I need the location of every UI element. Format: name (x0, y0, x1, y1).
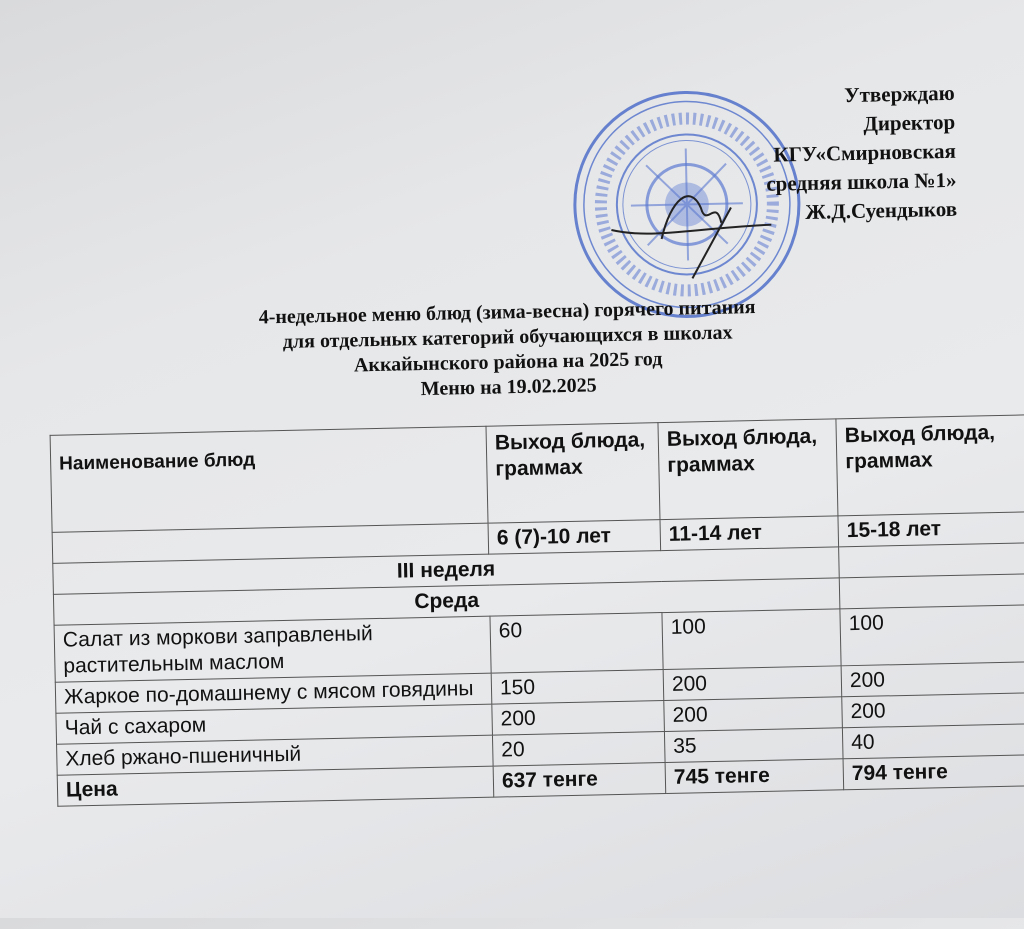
dish-name: Салат из моркови заправленый растительным маслом (54, 616, 491, 682)
dish-name: Жаркое по-домашнему с мясом говядины (55, 673, 492, 713)
price-value: 794 тенге (843, 755, 1024, 790)
menu-table (50, 414, 1024, 806)
portion-value: 40 (842, 724, 1024, 759)
menu-date: Меню на 19.02.2025 (420, 374, 597, 401)
portion-value: 60 (490, 613, 663, 674)
menu-title (127, 292, 889, 408)
price-label: Цена (57, 766, 494, 806)
portion-value: 200 (841, 662, 1024, 697)
age-group: 11-14 лет (660, 516, 839, 551)
price-value: 745 тенге (665, 759, 844, 794)
portion-value: 100 (840, 605, 1024, 666)
portion-value: 35 (664, 728, 843, 763)
title-line: 4-недельное меню блюд (зима-весна) горячего питания (258, 296, 756, 329)
portion-value: 200 (663, 666, 842, 701)
column-header-name: Наименование блюд (50, 426, 488, 532)
column-header-output: Выход блюда, граммах (836, 415, 1024, 516)
column-header-output: Выход блюда, граммах (658, 419, 838, 520)
approval-line: Директор (863, 109, 956, 136)
portion-value: 200 (842, 693, 1024, 728)
portion-value: 100 (662, 609, 841, 670)
age-group: 15-18 лет (838, 512, 1024, 547)
week-label: III неделя (53, 547, 839, 594)
approval-line: КГУ«Смирновская (773, 138, 957, 167)
dish-name: Хлеб ржано-пшеничный (57, 735, 494, 775)
dish-name: Чай с сахаром (56, 704, 493, 744)
column-header-output: Выход блюда, граммах (486, 423, 660, 524)
portion-value: 150 (491, 670, 664, 705)
approval-line: Утверждаю (843, 80, 955, 108)
title-line: Аккайынского района на 2025 год (353, 348, 663, 377)
approval-line: Ж.Д.Суендыков (805, 196, 958, 224)
price-value: 637 тенге (493, 763, 666, 798)
portion-value: 200 (492, 701, 665, 736)
portion-value: 200 (664, 697, 843, 732)
title-line: для отдельных категорий обучающихся в школах (282, 321, 733, 353)
portion-value: 20 (492, 732, 665, 767)
approval-line: средняя школа №1» (766, 167, 957, 196)
age-group: 6 (7)-10 лет (488, 520, 661, 555)
day-label: Среда (53, 578, 839, 625)
approval-block (764, 79, 957, 228)
